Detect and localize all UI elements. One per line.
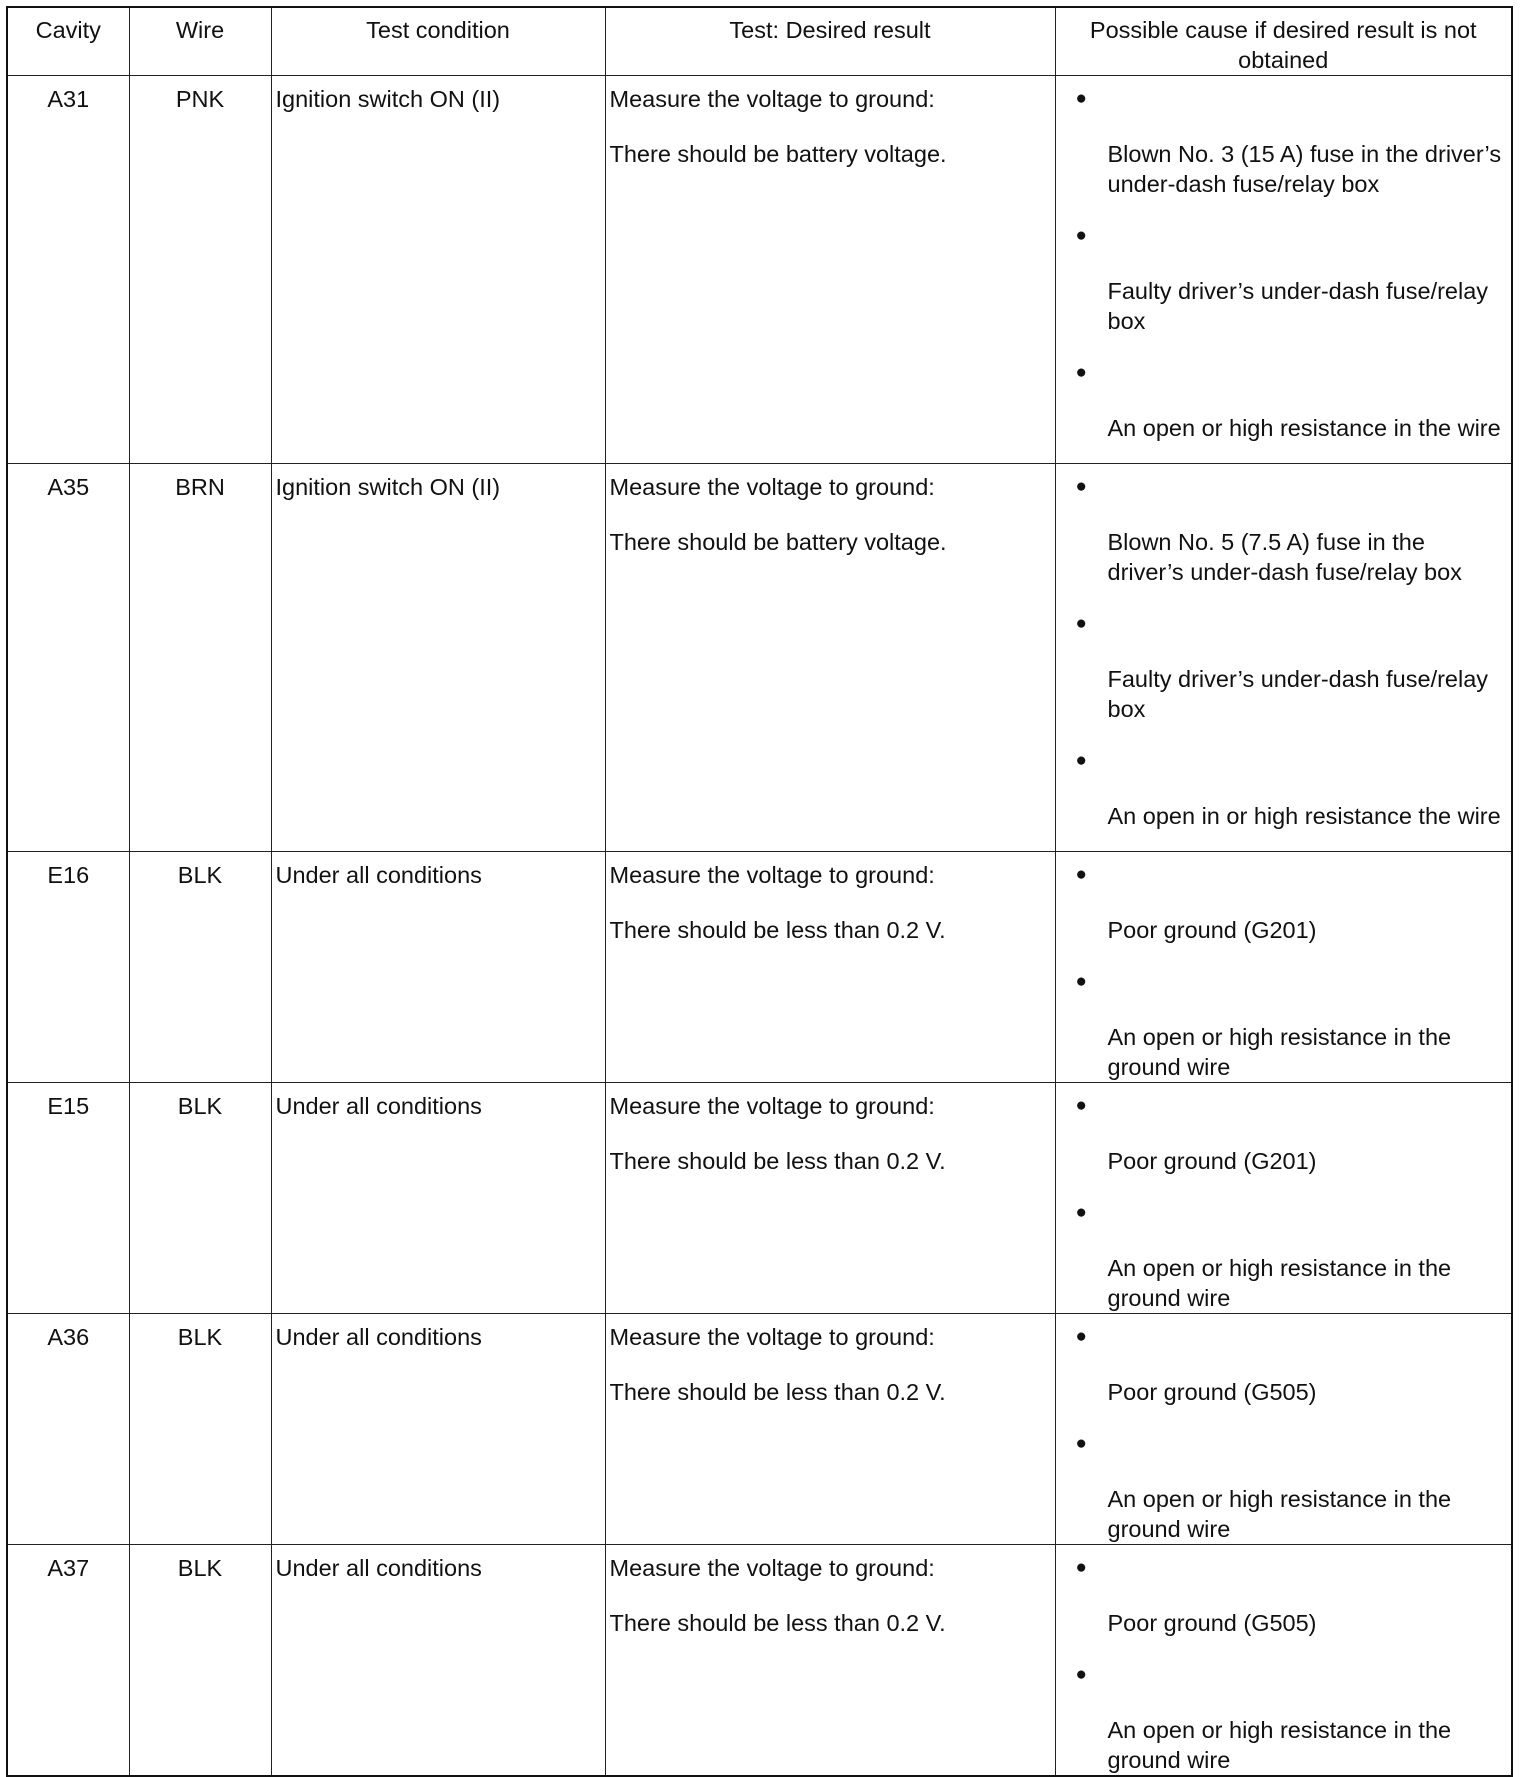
table-row — [7, 1314, 1512, 1545]
test-condition-cell: Under all conditions — [271, 1545, 605, 1777]
result-instruction: Measure the voltage to ground: — [609, 862, 935, 888]
bullet-icon: ● — [1075, 476, 1087, 497]
possible-cause-cell — [1055, 1314, 1512, 1545]
cause-item — [1056, 84, 1512, 199]
table-row — [7, 1083, 1512, 1314]
desired-result-cell — [605, 1545, 1055, 1777]
cause-item — [1056, 472, 1512, 587]
cause-text: Blown No. 3 (15 A) fuse in the driver’s under-dash fuse/relay box — [1107, 141, 1502, 197]
wire-cell: BLK — [129, 1314, 271, 1545]
cause-text: Poor ground (G505) — [1107, 1610, 1317, 1636]
header-wire: Wire — [129, 7, 271, 76]
result-instruction: Measure the voltage to ground: — [609, 1093, 935, 1119]
result-instruction: Measure the voltage to ground: — [609, 86, 935, 112]
test-condition-cell: Under all conditions — [271, 852, 605, 1083]
possible-cause-cell — [1055, 464, 1512, 852]
cause-text: An open or high resistance in the ground wire — [1107, 1717, 1452, 1773]
desired-result-cell — [605, 852, 1055, 1083]
desired-result-cell — [605, 464, 1055, 852]
cavity-cell: E16 — [7, 852, 129, 1083]
header-desired-result: Test: Desired result — [605, 7, 1055, 76]
cavity-cell: A36 — [7, 1314, 129, 1545]
bullet-icon: ● — [1075, 1664, 1087, 1685]
cause-text: An open or high resistance in the ground wire — [1107, 1486, 1452, 1542]
cause-text: Faulty driver’s under-dash fuse/relay box — [1107, 666, 1489, 722]
cause-item — [1056, 1553, 1512, 1638]
cause-text: An open or high resistance in the wire — [1107, 415, 1501, 441]
cause-item — [1056, 1429, 1512, 1544]
possible-cause-cell — [1055, 1545, 1512, 1777]
bullet-icon: ● — [1075, 1557, 1087, 1578]
cause-item — [1056, 746, 1512, 831]
desired-result-cell — [605, 76, 1055, 464]
bullet-icon: ● — [1075, 362, 1087, 383]
possible-cause-cell — [1055, 76, 1512, 464]
bullet-icon: ● — [1075, 1326, 1087, 1347]
possible-cause-cell — [1055, 852, 1512, 1083]
test-condition-cell: Under all conditions — [271, 1314, 605, 1545]
cause-item — [1056, 221, 1512, 336]
cause-text: Poor ground (G505) — [1107, 1379, 1317, 1405]
bullet-icon: ● — [1075, 1095, 1087, 1116]
header-test-condition: Test condition — [271, 7, 605, 76]
cause-text: Blown No. 5 (7.5 A) fuse in the driver’s under-dash fuse/relay box — [1107, 529, 1462, 585]
table-row — [7, 76, 1512, 464]
cause-item — [1056, 1322, 1512, 1407]
bullet-icon: ● — [1075, 1433, 1087, 1454]
result-instruction: Measure the voltage to ground: — [609, 474, 935, 500]
cavity-cell: A31 — [7, 76, 129, 464]
wire-cell: PNK — [129, 76, 271, 464]
cause-text: Poor ground (G201) — [1107, 1148, 1317, 1174]
table-row — [7, 852, 1512, 1083]
desired-result-cell — [605, 1314, 1055, 1545]
result-expectation: There should be less than 0.2 V. — [609, 917, 946, 943]
result-expectation: There should be less than 0.2 V. — [609, 1379, 946, 1405]
cause-item — [1056, 358, 1512, 443]
cause-item — [1056, 1091, 1512, 1176]
table-body — [7, 76, 1512, 1777]
wire-cell: BLK — [129, 1545, 271, 1777]
bullet-icon: ● — [1075, 225, 1087, 246]
cause-text: An open or high resistance in the ground wire — [1107, 1255, 1452, 1311]
cause-item — [1056, 860, 1512, 945]
header-row — [7, 7, 1512, 76]
header-cavity: Cavity — [7, 7, 129, 76]
wire-cell: BRN — [129, 464, 271, 852]
possible-cause-cell — [1055, 1083, 1512, 1314]
bullet-icon: ● — [1075, 613, 1087, 634]
cause-text: Poor ground (G201) — [1107, 917, 1317, 943]
cause-item — [1056, 1198, 1512, 1313]
result-instruction: Measure the voltage to ground: — [609, 1324, 935, 1350]
cavity-cell: E15 — [7, 1083, 129, 1314]
result-instruction: Measure the voltage to ground: — [609, 1555, 935, 1581]
result-expectation: There should be battery voltage. — [609, 141, 947, 167]
bullet-icon: ● — [1075, 1202, 1087, 1223]
cause-item — [1056, 967, 1512, 1082]
result-expectation: There should be less than 0.2 V. — [609, 1610, 946, 1636]
cause-text: An open or high resistance in the ground wire — [1107, 1024, 1452, 1080]
cavity-cell: A37 — [7, 1545, 129, 1777]
test-condition-cell: Ignition switch ON (II) — [271, 76, 605, 464]
bullet-icon: ● — [1075, 88, 1087, 109]
result-expectation: There should be less than 0.2 V. — [609, 1148, 946, 1174]
table-row — [7, 1545, 1512, 1777]
cause-text: Faulty driver’s under-dash fuse/relay box — [1107, 278, 1489, 334]
troubleshooting-table — [6, 6, 1513, 1777]
cavity-cell: A35 — [7, 464, 129, 852]
bullet-icon: ● — [1075, 971, 1087, 992]
table-row — [7, 464, 1512, 852]
test-condition-cell: Ignition switch ON (II) — [271, 464, 605, 852]
cause-text: An open in or high resistance the wire — [1107, 803, 1501, 829]
test-condition-cell: Under all conditions — [271, 1083, 605, 1314]
wire-cell: BLK — [129, 852, 271, 1083]
header-possible-cause: Possible cause if desired result is not obtained — [1055, 7, 1512, 76]
cause-item — [1056, 1660, 1512, 1775]
desired-result-cell — [605, 1083, 1055, 1314]
wire-cell: BLK — [129, 1083, 271, 1314]
cause-item — [1056, 609, 1512, 724]
bullet-icon: ● — [1075, 750, 1087, 771]
bullet-icon: ● — [1075, 864, 1087, 885]
result-expectation: There should be battery voltage. — [609, 529, 947, 555]
